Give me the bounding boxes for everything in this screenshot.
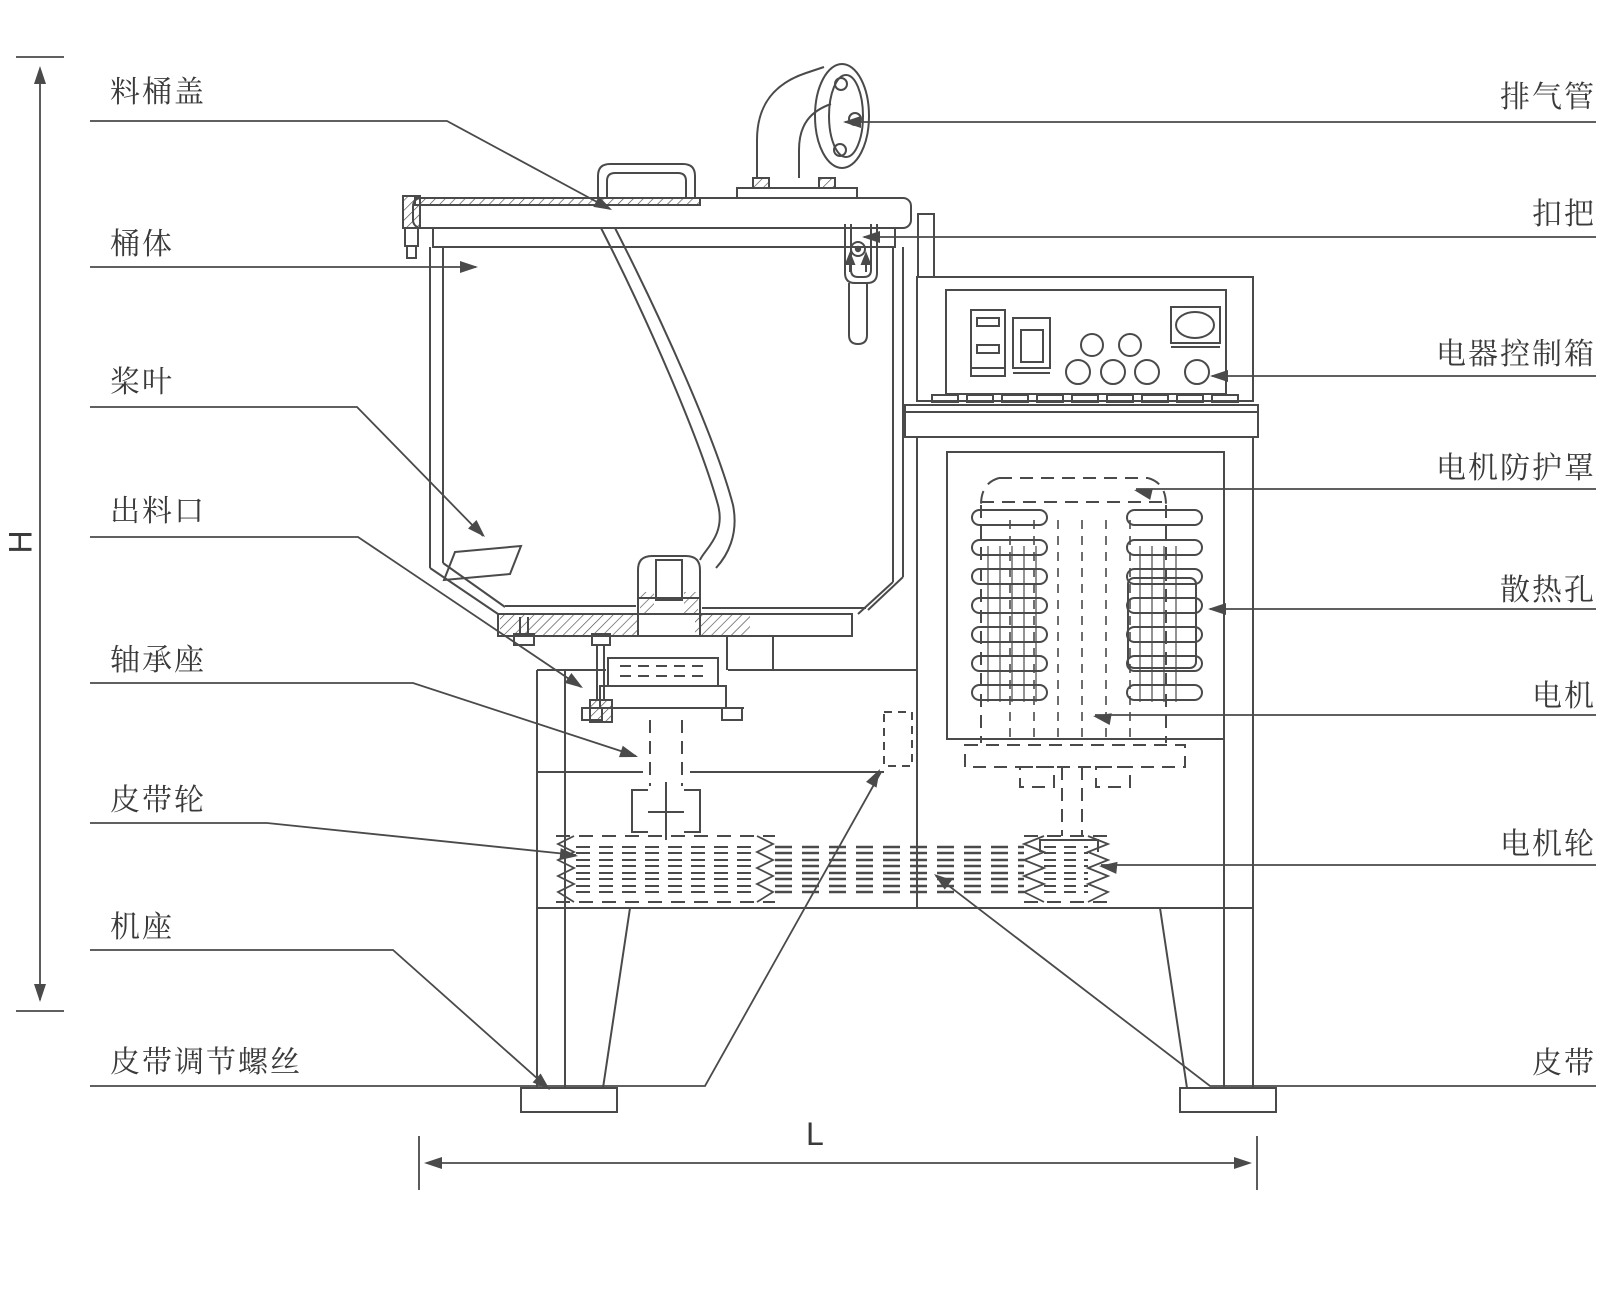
panel-button	[1135, 360, 1159, 384]
leader-lines	[90, 121, 1596, 1088]
panel-button	[1119, 334, 1141, 356]
right-foot	[1180, 1088, 1276, 1112]
exhaust-pipe	[737, 64, 869, 198]
bearing-hub	[638, 556, 700, 636]
control-box-shelf	[905, 405, 1258, 437]
barrel-lid	[403, 196, 911, 258]
label-latch-handle: 扣把	[1532, 198, 1596, 231]
barrel-body	[430, 247, 903, 614]
label-motor: 电机	[1532, 680, 1596, 713]
label-motor-pulley: 电机轮	[1500, 828, 1596, 861]
label-barrel-cover: 料桶盖	[110, 76, 206, 109]
panel-button	[1185, 360, 1209, 384]
panel-button	[1066, 360, 1090, 384]
right-leg-brace	[1160, 908, 1187, 1088]
left-foot	[521, 1088, 617, 1112]
label-bearing-seat: 轴承座	[110, 644, 206, 677]
heat-vent-louvers	[972, 510, 1202, 702]
label-electric-control-box: 电器控制箱	[1436, 338, 1596, 371]
lid-handle	[598, 164, 695, 197]
label-machine-base: 机座	[110, 911, 174, 944]
belt-pulley	[556, 836, 775, 902]
belt	[775, 847, 1024, 892]
dimension-h-label: H	[2, 530, 39, 554]
panel-switch	[1013, 318, 1050, 368]
label-exhaust-pipe: 排气管	[1500, 81, 1596, 114]
label-belt: 皮带	[1532, 1047, 1596, 1080]
lid-clamp-left	[403, 196, 420, 228]
dimension-l	[419, 1136, 1257, 1190]
label-belt-adjusting-screw: 皮带调节螺丝	[110, 1046, 302, 1079]
belt-adjusting-screw	[884, 712, 912, 766]
electric-control-box	[905, 214, 1258, 437]
dimension-l-label: L	[806, 1116, 824, 1152]
motor-fins	[1010, 520, 1130, 742]
left-leg-brace	[603, 908, 630, 1088]
motor-base	[965, 745, 1185, 767]
label-motor-guard: 电机防护罩	[1436, 452, 1596, 485]
machine-base-legs	[521, 437, 1276, 1112]
panel-button	[1101, 360, 1125, 384]
motor-terminal-box	[1128, 578, 1196, 668]
bearing-seat	[582, 658, 744, 840]
latch-handle	[845, 224, 877, 344]
bottom-plate	[498, 614, 852, 722]
label-discharge-port: 出料口	[110, 495, 206, 528]
label-barrel-body: 桶体	[110, 228, 174, 261]
label-belt-pulley: 皮带轮	[110, 784, 206, 817]
panel-button	[1081, 334, 1103, 356]
paddle-curve	[601, 228, 735, 568]
discharge-port	[444, 546, 521, 580]
label-heat-vent: 散热孔	[1500, 574, 1596, 607]
motor-guard	[917, 437, 1253, 908]
label-paddle: 桨叶	[110, 366, 174, 399]
